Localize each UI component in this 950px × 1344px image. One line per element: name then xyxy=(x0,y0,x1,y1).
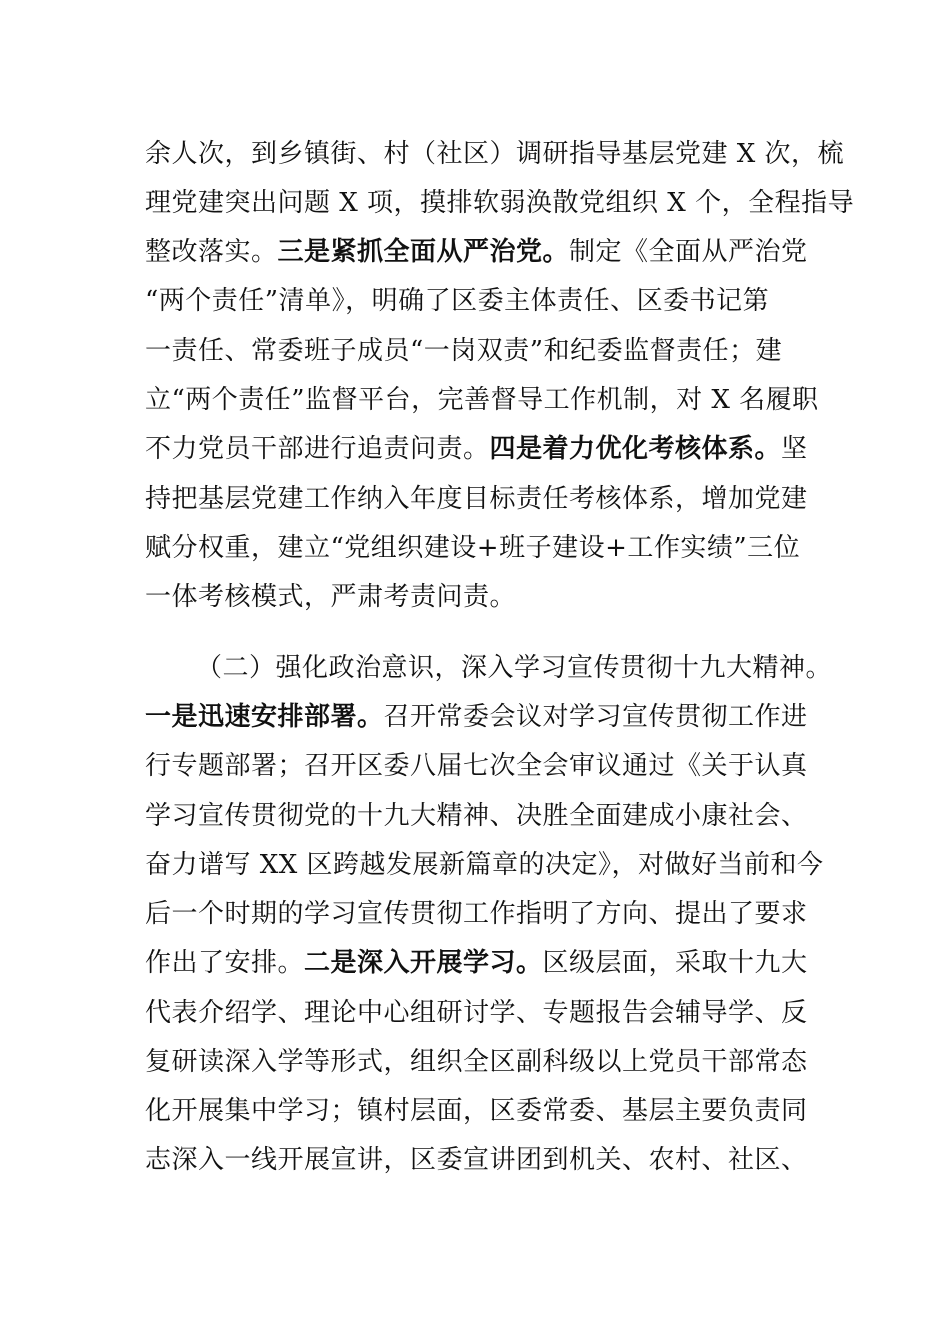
text-run: 代表介绍学、理论中心组研讨学、专题报告会辅导学、反 xyxy=(145,998,808,1028)
text-run: 余人次，到乡镇街、村（社区）调研指导基层党建 X 次，梳 xyxy=(145,139,845,169)
text-line xyxy=(145,483,808,515)
text-line xyxy=(145,1095,808,1127)
text-line xyxy=(145,898,808,930)
text-line xyxy=(145,1046,808,1078)
text-run: 理党建突出问题 X 项，摸排软弱涣散党组织 X 个，全程指导 xyxy=(145,188,855,218)
bold-heading: 四是着力优化考核体系。 xyxy=(489,434,782,464)
text-line xyxy=(145,384,819,416)
text-run: 后一个时期的学习宣传贯彻工作指明了方向、提出了要求 xyxy=(145,899,808,929)
text-line xyxy=(145,138,844,170)
text-line xyxy=(145,849,824,881)
text-run: 制定《全面从严治党 xyxy=(569,237,808,267)
text-run: 作出了安排。 xyxy=(145,948,305,978)
text-line xyxy=(145,997,808,1029)
text-line xyxy=(145,433,808,465)
section-heading: （二）强化政治意识，深入学习宣传贯彻十九大精神。 xyxy=(196,653,833,683)
text-run: 不力党员干部进行追责问责。 xyxy=(145,434,490,464)
text-line xyxy=(145,800,808,832)
text-line xyxy=(145,1144,808,1176)
text-run: 学习宣传贯彻党的十九大精神、决胜全面建成小康社会、 xyxy=(145,801,808,831)
text-run: 区级层面，采取十九大 xyxy=(542,948,808,978)
text-line xyxy=(145,285,769,317)
text-run: 赋分权重，建立“党组织建设+班子建设+工作实绩”三位 xyxy=(145,533,801,563)
section-heading-line xyxy=(196,652,832,684)
text-run: 化开展集中学习；镇村层面，区委常委、基层主要负责同 xyxy=(145,1096,808,1126)
text-line xyxy=(145,187,854,219)
text-line xyxy=(145,701,808,733)
text-line xyxy=(145,947,808,979)
text-run: 行专题部署；召开区委八届七次全会审议通过《关于认真 xyxy=(145,751,808,781)
text-run: 整改落实。 xyxy=(145,237,278,267)
text-run: 召开常委会议对学习宣传贯彻工作进 xyxy=(383,702,808,732)
text-run: 一责任、常委班子成员“一岗双责”和纪委监督责任；建 xyxy=(145,336,783,366)
text-line xyxy=(145,236,808,268)
text-run: 志深入一线开展宣讲，区委宣讲团到机关、农村、社区、 xyxy=(145,1145,808,1175)
text-line xyxy=(145,581,516,613)
text-run: 坚 xyxy=(781,434,808,464)
text-line xyxy=(145,532,800,564)
text-line xyxy=(145,335,782,367)
text-run: 持把基层党建工作纳入年度目标责任考核体系，增加党建 xyxy=(145,484,808,514)
text-run: 复研读深入学等形式，组织全区副科级以上党员干部常态 xyxy=(145,1047,808,1077)
bold-heading: 二是深入开展学习。 xyxy=(304,948,543,978)
text-run: “两个责任”清单》，明确了区委主体责任、区委书记第 xyxy=(145,286,770,316)
text-run: 一体考核模式，严肃考责问责。 xyxy=(145,582,517,612)
text-run: 奋力谱写 XX 区跨越发展新篇章的决定》，对做好当前和今 xyxy=(145,850,824,880)
text-line xyxy=(145,750,808,782)
bold-heading: 一是迅速安排部署。 xyxy=(145,702,384,732)
bold-heading: 三是紧抓全面从严治党。 xyxy=(277,237,570,267)
text-run: 立“两个责任”监督平台，完善督导工作机制，对 X 名履职 xyxy=(145,385,819,415)
